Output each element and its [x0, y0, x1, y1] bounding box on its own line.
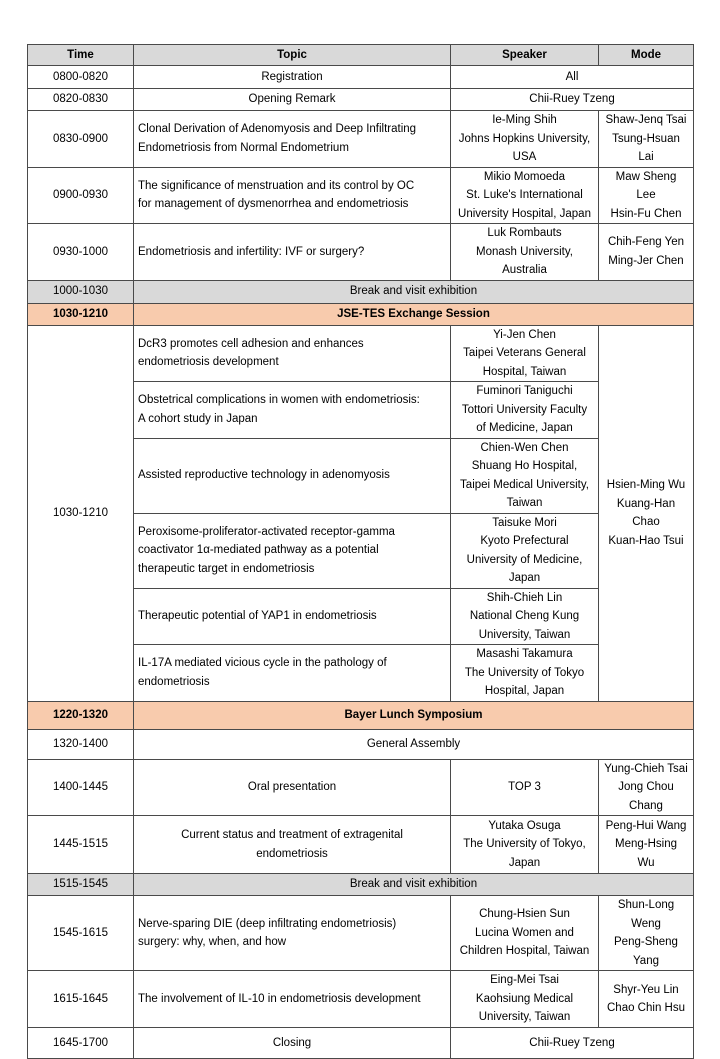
header-mode: Mode	[599, 45, 694, 66]
table-row	[28, 729, 694, 759]
mode-cell: Shaw-Jenq Tsai Tsung-Hsuan Lai	[599, 111, 694, 168]
session-row	[28, 701, 694, 729]
speaker-cell: Chung-Hsien Sun Lucina Women and Children Hospital, Taiwan	[451, 896, 599, 971]
table-row	[28, 971, 694, 1028]
session-row	[28, 303, 694, 325]
time-cell: 0830-0900	[28, 111, 134, 168]
topic-cell: IL-17A mediated vicious cycle in the pathology of endometriosis	[134, 645, 451, 702]
header-speaker: Speaker	[451, 45, 599, 66]
speaker-cell: Yutaka Osuga The University of Tokyo, Japan	[451, 816, 599, 874]
topic-cell: Obstetrical complications in women with endometriosis: A cohort study in Japan	[134, 382, 451, 439]
speaker-cell: Masashi Takamura The University of Tokyo Hospital, Japan	[451, 645, 599, 702]
speaker-cell: Taisuke Mori Kyoto Prefectural University of Medicine, Japan	[451, 513, 599, 588]
time-cell: 1515-1545	[28, 874, 134, 896]
table-row	[28, 224, 694, 281]
time-cell: 1645-1700	[28, 1028, 134, 1059]
time-cell: 0930-1000	[28, 224, 134, 281]
speaker-cell: All	[451, 66, 694, 89]
topic-cell: The involvement of IL-10 in endometriosis development	[134, 971, 451, 1028]
mode-cell: Shun-Long Weng Peng-Sheng Yang	[599, 896, 694, 971]
speaker-cell: Chii-Ruey Tzeng	[451, 89, 694, 111]
speaker-cell: Ie-Ming Shih Johns Hopkins University, USA	[451, 111, 599, 168]
header-topic: Topic	[134, 45, 451, 66]
header-row	[28, 45, 694, 66]
mode-cell: Chih-Feng Yen Ming-Jer Chen	[599, 224, 694, 281]
table-row	[28, 816, 694, 874]
banner-cell: Bayer Lunch Symposium	[134, 701, 694, 729]
table-row	[28, 111, 694, 168]
speaker-cell: Fuminori Taniguchi Tottori University Faculty of Medicine, Japan	[451, 382, 599, 439]
table-row	[28, 66, 694, 89]
topic-cell: Nerve-sparing DIE (deep infiltrating endometriosis) surgery: why, when, and how	[134, 896, 451, 971]
speaker-cell: Chien-Wen Chen Shuang Ho Hospital, Taipei Medical University, Taiwan	[451, 438, 599, 513]
topic-cell: Endometriosis and infertility: IVF or surgery?	[134, 224, 451, 281]
mode-cell: Hsien-Ming Wu Kuang-Han Chao Kuan-Hao Tsui	[599, 325, 694, 701]
speaker-cell: Yi-Jen Chen Taipei Veterans General Hospital, Taiwan	[451, 325, 599, 382]
topic-cell: The significance of menstruation and its control by OC for management of dysmenorrhea and endometriosis	[134, 167, 451, 224]
time-cell: 1030-1210	[28, 325, 134, 701]
schedule-table	[27, 44, 694, 1059]
time-cell: 1545-1615	[28, 896, 134, 971]
speaker-cell: Shih-Chieh Lin National Cheng Kung University, Taiwan	[451, 588, 599, 645]
banner-cell: General Assembly	[134, 729, 694, 759]
speaker-cell: Luk Rombauts Monash University, Australia	[451, 224, 599, 281]
topic-cell: Assisted reproductive technology in adenomyosis	[134, 438, 451, 513]
topic-cell: Registration	[134, 66, 451, 89]
speaker-cell: Mikio Momoeda St. Luke's International University Hospital, Japan	[451, 167, 599, 224]
speaker-cell: Eing-Mei Tsai Kaohsiung Medical University, Taiwan	[451, 971, 599, 1028]
table-row	[28, 167, 694, 224]
table-row	[28, 89, 694, 111]
mode-cell: Yung-Chieh Tsai Jong Chou Chang	[599, 759, 694, 816]
time-cell: 0820-0830	[28, 89, 134, 111]
time-cell: 1445-1515	[28, 816, 134, 874]
time-cell: 1615-1645	[28, 971, 134, 1028]
banner-cell: Break and visit exhibition	[134, 280, 694, 303]
table-row	[28, 896, 694, 971]
time-cell: 1030-1210	[28, 303, 134, 325]
topic-cell: Clonal Derivation of Adenomyosis and Deep Infiltrating Endometriosis from Normal Endometrium	[134, 111, 451, 168]
mode-cell: Maw Sheng Lee Hsin-Fu Chen	[599, 167, 694, 224]
mode-cell: Peng-Hui Wang Meng-Hsing Wu	[599, 816, 694, 874]
topic-cell: Current status and treatment of extragenital endometriosis	[134, 816, 451, 874]
table-row	[28, 325, 694, 382]
banner-cell: Break and visit exhibition	[134, 874, 694, 896]
table-row	[28, 1028, 694, 1059]
time-cell: 1320-1400	[28, 729, 134, 759]
time-cell: 0900-0930	[28, 167, 134, 224]
time-cell: 1000-1030	[28, 280, 134, 303]
topic-cell: Oral presentation	[134, 759, 451, 816]
topic-cell: Therapeutic potential of YAP1 in endometriosis	[134, 588, 451, 645]
topic-cell: Peroxisome-proliferator-activated receptor-gamma coactivator 1α-mediated pathway as a potential therapeutic target in endometriosis	[134, 513, 451, 588]
header-time: Time	[28, 45, 134, 66]
break-row	[28, 280, 694, 303]
speaker-cell: Chii-Ruey Tzeng	[451, 1028, 694, 1059]
speaker-cell: TOP 3	[451, 759, 599, 816]
time-cell: 0800-0820	[28, 66, 134, 89]
break-row	[28, 874, 694, 896]
topic-cell: Opening Remark	[134, 89, 451, 111]
topic-cell: DcR3 promotes cell adhesion and enhances endometriosis development	[134, 325, 451, 382]
time-cell: 1400-1445	[28, 759, 134, 816]
table-row	[28, 759, 694, 816]
topic-cell: Closing	[134, 1028, 451, 1059]
banner-cell: JSE-TES Exchange Session	[134, 303, 694, 325]
mode-cell: Shyr-Yeu Lin Chao Chin Hsu	[599, 971, 694, 1028]
time-cell: 1220-1320	[28, 701, 134, 729]
